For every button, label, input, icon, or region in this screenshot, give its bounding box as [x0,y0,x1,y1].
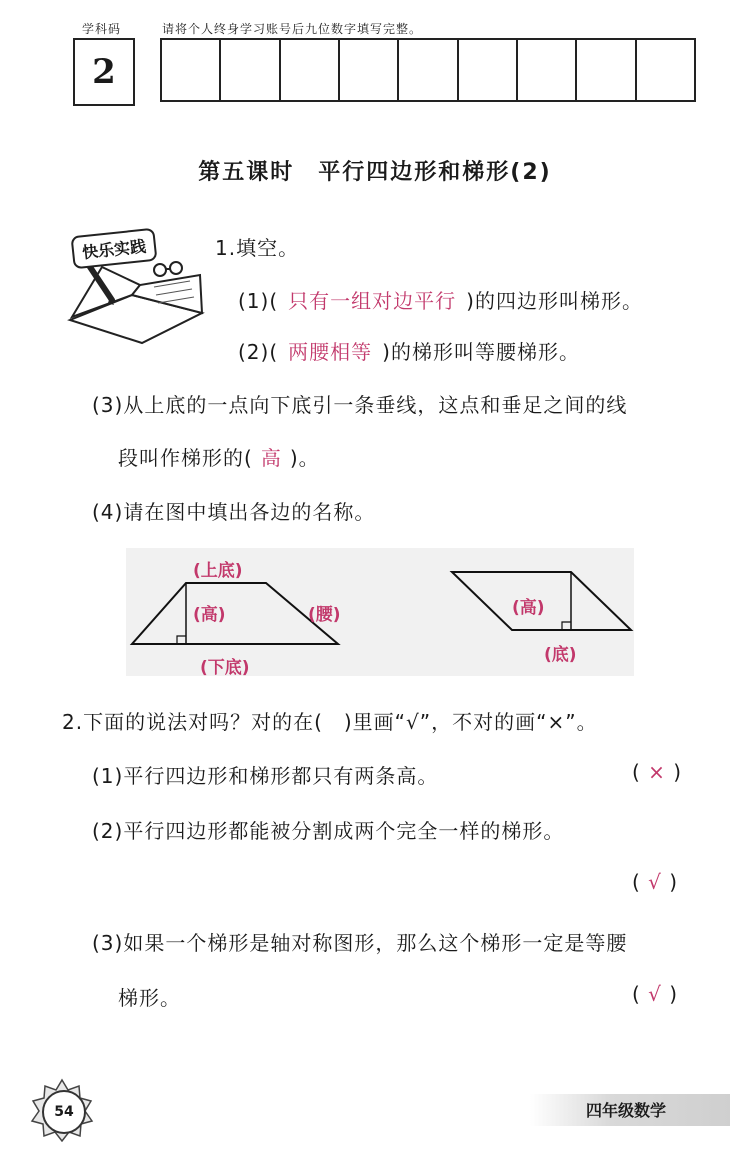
account-digit-cell[interactable] [577,40,636,100]
happy-practice-badge: 快乐实践 [71,228,158,270]
lesson-title: 第五课时 平行四边形和梯形(2) [198,160,552,185]
answer-mark-1: × [648,760,666,784]
parallelogram-right-angle [562,622,571,630]
account-digit-cell[interactable] [162,40,221,100]
account-digit-cell[interactable] [340,40,399,100]
judge-answer-2: ( √ ) [632,870,679,894]
judge-item-2: (2)平行四边形都能被分割成两个完全一样的梯形。 [92,819,565,843]
section1-heading: 1.填空。 [215,236,300,260]
q2-prefix: (2)( [238,340,279,364]
q1-prefix: (1)( [238,289,279,313]
q1-answer: 只有一组对边平行 [288,289,457,313]
account-digit-cell[interactable] [637,40,694,100]
judge-item-3: (3)如果一个梯形是轴对称图形，那么这个梯形一定是等腰 [92,931,628,955]
account-instruction: 请将个人终身学习账号后九位数字填写完整。 [162,22,423,36]
judge-answer-1: ( × ) [632,760,683,784]
judge-answer-3: ( √ ) [632,982,679,1006]
book-title: 四年级数学 [586,1101,667,1120]
subject-code-box: 2 [73,38,135,106]
account-digit-cell[interactable] [399,40,458,100]
q3-prefix: 段叫作梯形的( [118,446,253,470]
account-digit-cell[interactable] [221,40,280,100]
label-trapezoid-height: (高) [193,605,226,625]
question-1-3-line2 [118,442,320,471]
label-trapezoid-bottom: (下底) [200,658,250,678]
label-parallelogram-bottom: (底) [544,645,577,665]
judge-item-1: (1)平行四边形和梯形都只有两条高。 [92,764,439,788]
label-trapezoid-top: (上底) [193,561,243,581]
q3-suffix: )。 [289,446,320,470]
answer-mark-2: √ [648,870,662,894]
judge-item-3-line2: 梯形。 [118,986,181,1010]
section2-heading: 2.下面的说法对吗？对的在( )里画“√”，不对的画“×”。 [62,710,598,734]
question-1-3-line1: (3)从上底的一点向下底引一条垂线，这点和垂足之间的线 [92,393,628,417]
q2-answer: 两腰相等 [288,340,373,364]
page-number: 54 [42,1090,86,1134]
account-digit-cell[interactable] [518,40,577,100]
question-1-2 [238,336,580,365]
account-digit-cell[interactable] [281,40,340,100]
subject-code-label: 学科码 [82,22,122,36]
question-1-4: (4)请在图中填出各边的名称。 [92,500,376,524]
account-digit-cell[interactable] [459,40,518,100]
question-1-1 [238,285,643,314]
trapezoid-right-angle [177,636,186,644]
q3-answer: 高 [260,446,282,470]
label-parallelogram-height: (高) [512,598,545,618]
label-trapezoid-leg: (腰) [308,605,341,625]
q2-suffix: )的梯形叫等腰梯形。 [382,340,580,364]
account-digit-grid [160,38,696,102]
q1-suffix: )的四边形叫梯形。 [466,289,643,313]
answer-mark-3: √ [648,982,662,1006]
